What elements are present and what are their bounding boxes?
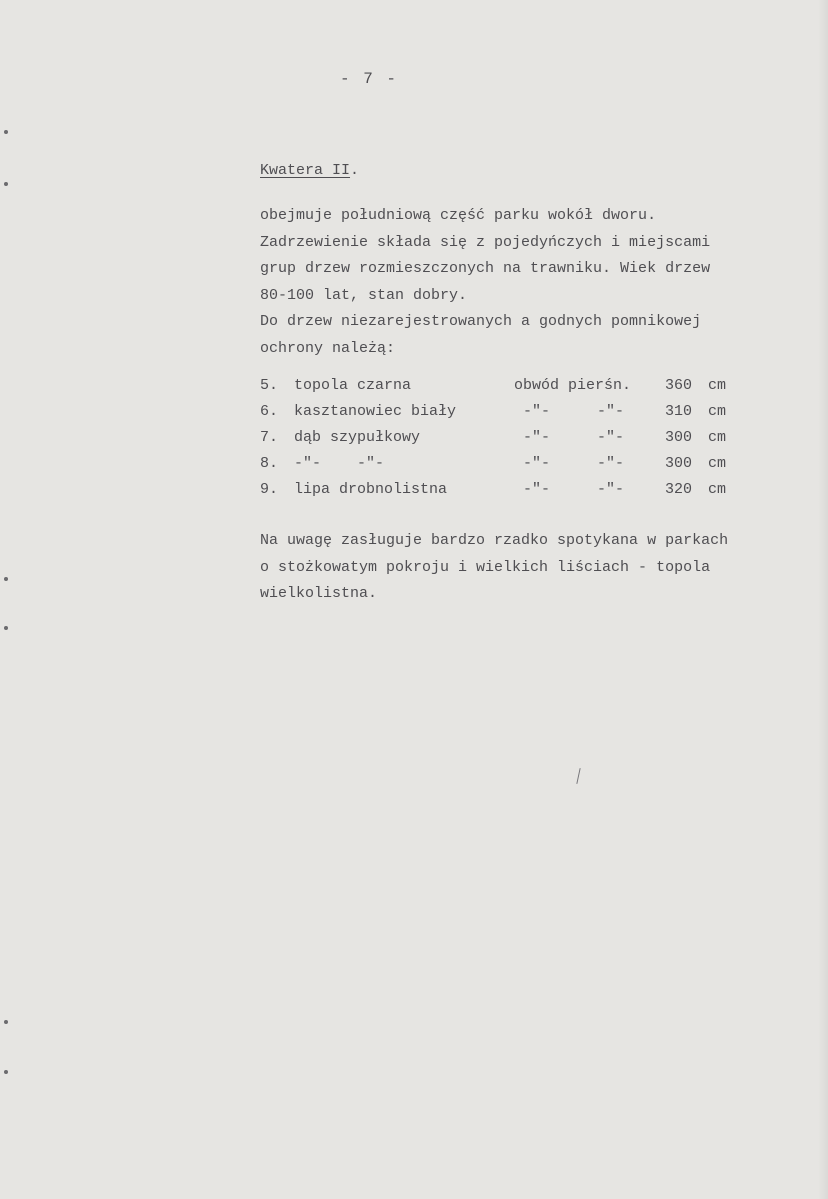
tree-species: kasztanowiec biały [294, 403, 457, 420]
tree-row [260, 455, 780, 481]
tree-number: 9. [260, 481, 279, 498]
tree-species: -"- -"- [294, 455, 385, 472]
tree-measure: -"- [514, 481, 551, 498]
tree-species: lipa drobnolistna [294, 481, 448, 498]
punch-mark [4, 1020, 8, 1024]
intro-line: obejmuje południową część parku wokół dworu. [260, 207, 657, 224]
tree-measure: obwód pierśn. [514, 377, 632, 394]
punch-mark [4, 1070, 8, 1074]
section-heading-label: Kwatera II [260, 162, 351, 179]
paper-speck [576, 768, 580, 784]
tree-girth-value: 300 [665, 455, 693, 472]
closing-line: wielkolistna. [260, 585, 378, 602]
tree-girth-value: 310 [665, 403, 693, 420]
tree-measure-ditto: -"- [597, 429, 625, 446]
tree-number: 5. [260, 377, 279, 394]
intro-line: grup drzew rozmieszczonych na trawniku. Wiek drzew [260, 260, 711, 277]
tree-species: dąb szypułkowy [294, 429, 421, 446]
tree-row [260, 429, 780, 455]
closing-paragraph [260, 528, 820, 608]
tree-girth-unit: cm [708, 377, 727, 394]
tree-row [260, 481, 780, 507]
punch-mark [4, 182, 8, 186]
punch-mark [4, 130, 8, 134]
intro-line: 80-100 lat, stan dobry. [260, 286, 468, 304]
tree-girth-value: 320 [665, 481, 693, 498]
tree-girth-unit: cm [708, 481, 727, 498]
tree-girth-value: 300 [665, 429, 693, 446]
tree-girth-unit: cm [708, 429, 727, 446]
tree-number: 6. [260, 403, 279, 420]
tree-number: 8. [260, 455, 279, 472]
closing-line: o stożkowatym pokroju i wielkich liściach - topola [260, 558, 711, 576]
punch-mark [4, 577, 8, 581]
tree-measure-ditto: -"- [597, 403, 625, 420]
tree-row [260, 377, 780, 403]
intro-paragraph [260, 203, 820, 362]
tree-girth-unit: cm [708, 403, 727, 420]
section-heading-period: . [350, 162, 360, 179]
tree-measure: -"- [514, 429, 551, 446]
tree-girth-unit: cm [708, 455, 727, 472]
intro-line: ochrony należą: [260, 339, 396, 357]
tree-measure: -"- [514, 403, 551, 420]
section-heading [260, 162, 359, 179]
intro-line: Do drzew niezarejestrowanych a godnych pomnikowej [260, 313, 702, 330]
tree-measure-ditto: -"- [597, 481, 625, 498]
punch-mark [4, 626, 8, 630]
closing-line: Na uwagę zasługuje bardzo rzadko spotykana w parkach [260, 532, 729, 549]
tree-girth-value: 360 [665, 377, 693, 394]
tree-row [260, 403, 780, 429]
intro-line: Zadrzewienie składa się z pojedyńczych i miejscami [260, 233, 711, 251]
tree-measure-ditto: -"- [597, 455, 625, 472]
tree-list [260, 377, 780, 507]
tree-number: 7. [260, 429, 279, 446]
tree-species: topola czarna [294, 377, 412, 394]
tree-measure: -"- [514, 455, 551, 472]
page-number: - 7 - [340, 70, 399, 88]
